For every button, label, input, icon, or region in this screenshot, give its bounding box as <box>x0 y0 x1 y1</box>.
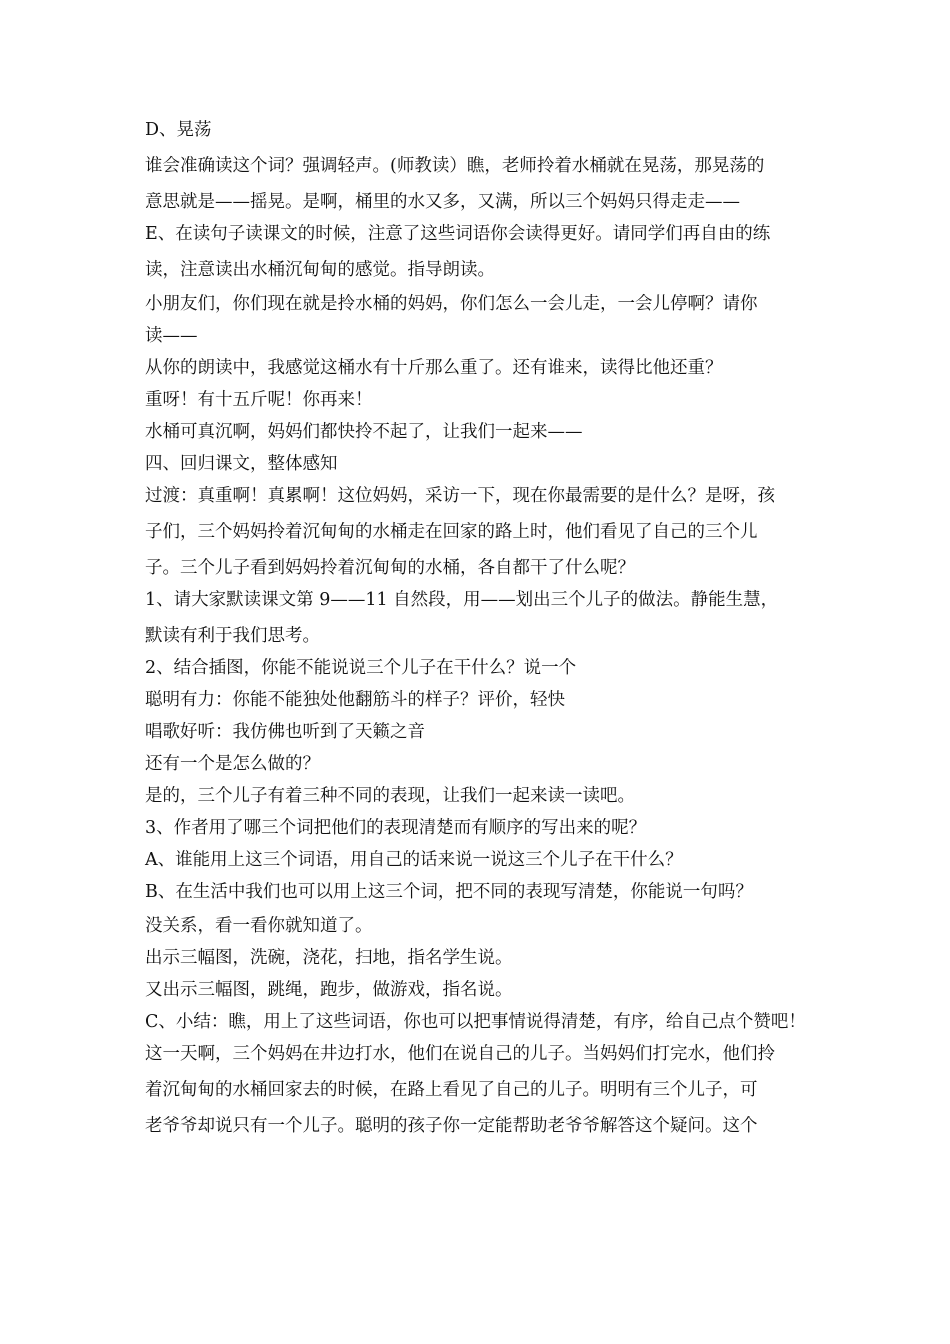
text-line: 又出示三幅图，跳绳，跑步，做游戏，指名说。 <box>145 980 513 1000</box>
text-line: 默读有利于我们思考。 <box>145 626 320 646</box>
text-line: C、小结：瞧，用上了这些词语，你也可以把事情说得清楚，有序，给自己点个赞吧！ <box>145 1012 806 1032</box>
text-line: 小朋友们，你们现在就是拎水桶的妈妈，你们怎么一会儿走，一会儿停啊？请你 <box>145 294 758 314</box>
text-line: 读，注意读出水桶沉甸甸的感觉。指导朗读。 <box>145 260 495 280</box>
text-line: B、在生活中我们也可以用上这三个词，把不同的表现写清楚，你能说一句吗？ <box>145 882 753 902</box>
text-line: 水桶可真沉啊，妈妈们都快拎不起了，让我们一起来—— <box>145 422 583 442</box>
text-line: 读—— <box>145 326 198 346</box>
text-line: 没关系，看一看你就知道了。 <box>145 916 373 936</box>
text-line: 3、作者用了哪三个词把他们的表现清楚而有顺序的写出来的呢？ <box>145 818 647 838</box>
text-line: 这一天啊，三个妈妈在井边打水，他们在说自己的儿子。当妈妈们打完水，他们拎 <box>145 1044 775 1064</box>
text-line: 出示三幅图，洗碗，浇花，扫地，指名学生说。 <box>145 948 513 968</box>
text-line: 过渡：真重啊！真累啊！这位妈妈，采访一下，现在你最需要的是什么？是呀，孩 <box>145 486 775 506</box>
text-line: 子们，三个妈妈拎着沉甸甸的水桶走在回家的路上时，他们看见了自己的三个儿 <box>145 522 758 542</box>
text-line: 着沉甸甸的水桶回家去的时候，在路上看见了自己的儿子。明明有三个儿子，可 <box>145 1080 758 1100</box>
text-line: 是的，三个儿子有着三种不同的表现，让我们一起来读一读吧。 <box>145 786 635 806</box>
text-line: 老爷爷却说只有一个儿子。聪明的孩子你一定能帮助老爷爷解答这个疑问。这个 <box>145 1116 758 1136</box>
section-heading: 四、回归课文，整体感知 <box>145 454 338 474</box>
text-line: E、在读句子读课文的时候，注意了这些词语你会读得更好。请同学们再自由的练 <box>145 224 771 244</box>
text-line: 聪明有力：你能不能独处他翻筋斗的样子？评价，轻快 <box>145 690 565 710</box>
text-line: 从你的朗读中，我感觉这桶水有十斤那么重了。还有谁来，读得比他还重？ <box>145 358 723 378</box>
text-line: 2、结合插图，你能不能说说三个儿子在干什么？说一个 <box>145 658 577 678</box>
text-line: 1、请大家默读课文第 9——11 自然段，用——划出三个儿子的做法。静能生慧， <box>145 590 779 610</box>
text-line: 意思就是——摇晃。是啊，桶里的水又多，又满，所以三个妈妈只得走走—— <box>145 192 740 212</box>
text-line: 重呀！有十五斤呢！你再来！ <box>145 390 373 410</box>
text-line: 还有一个是怎么做的？ <box>145 754 320 774</box>
text-line: D、晃荡 <box>145 120 212 140</box>
text-line: A、谁能用上这三个词语，用自己的话来说一说这三个儿子在干什么？ <box>145 850 683 870</box>
document-body <box>145 118 810 1138</box>
text-line: 谁会准确读这个词？强调轻声。(师教读）瞧，老师拎着水桶就在晃荡，那晃荡的 <box>145 156 765 176</box>
text-line: 子。三个儿子看到妈妈拎着沉甸甸的水桶，各自都干了什么呢？ <box>145 558 635 578</box>
text-line: 唱歌好听：我仿佛也听到了天籁之音 <box>145 722 425 742</box>
